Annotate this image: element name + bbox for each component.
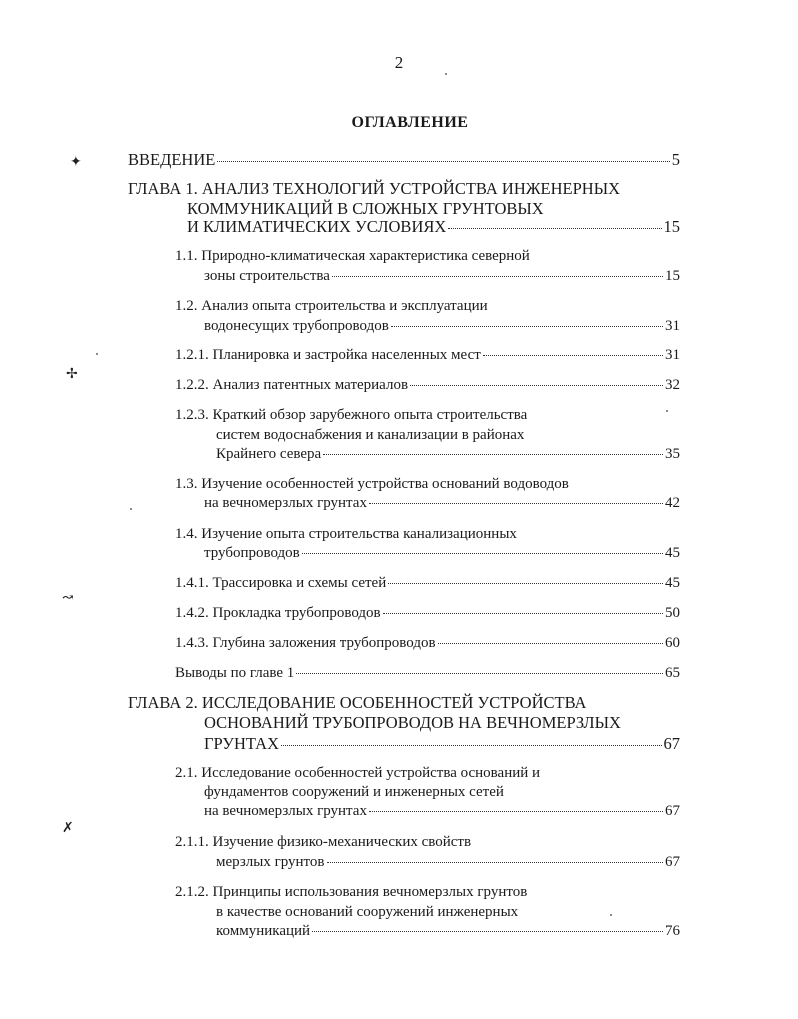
toc-page-number: 65 bbox=[665, 665, 680, 681]
toc-entry-text: ГРУНТАХ bbox=[204, 734, 279, 753]
leader-dots bbox=[332, 276, 663, 277]
leader-dots bbox=[483, 355, 663, 356]
toc-title: ОГЛАВЛЕНИЕ bbox=[351, 114, 469, 131]
leader-dots bbox=[281, 745, 662, 746]
scan-mark-icon: ✢ bbox=[66, 367, 78, 382]
toc-page-number: 76 bbox=[665, 923, 680, 939]
leader-dots bbox=[391, 326, 663, 327]
toc-entry-conclusions-1[interactable] bbox=[175, 664, 680, 683]
toc-entry-1-2-2[interactable] bbox=[175, 376, 680, 395]
toc-entry-text: 1.2.3. Краткий обзор зарубежного опыта строительства bbox=[175, 407, 528, 423]
toc-entry-2-1-line-1[interactable] bbox=[175, 764, 540, 783]
toc-page-number: 45 bbox=[665, 575, 680, 591]
leader-dots bbox=[383, 613, 663, 614]
toc-entry-text: фундаментов сооружений и инженерных сетей bbox=[204, 784, 504, 800]
toc-entry-1-4-2[interactable] bbox=[175, 604, 680, 623]
toc-entry-1-4-3[interactable] bbox=[175, 634, 680, 653]
leader-dots bbox=[217, 161, 669, 162]
toc-page-number: 35 bbox=[665, 446, 680, 462]
toc-entry-1-3-line-2[interactable] bbox=[204, 494, 680, 513]
scan-mark-icon: ✦ bbox=[70, 155, 82, 170]
scan-speck bbox=[610, 914, 612, 916]
toc-entry-2-1-2-line-3[interactable] bbox=[216, 922, 680, 941]
toc-entry-text: Выводы по главе 1 bbox=[175, 665, 295, 681]
toc-entry-text: водонесущих трубопроводов bbox=[204, 318, 389, 334]
toc-entry-text: мерзлых грунтов bbox=[216, 854, 325, 870]
toc-entry-text: в качестве оснований сооружений инженерных bbox=[216, 904, 519, 920]
toc-entry-1-4-line-1[interactable] bbox=[175, 525, 517, 544]
toc-page-number: 60 bbox=[665, 635, 680, 651]
toc-entry-text: 1.4. Изучение опыта строительства канализационных bbox=[175, 526, 517, 542]
toc-entry-text: ГЛАВА 1. АНАЛИЗ ТЕХНОЛОГИЙ УСТРОЙСТВА ИНЖЕНЕРНЫХ bbox=[128, 179, 620, 198]
toc-entry-text: зоны строительства bbox=[204, 268, 330, 284]
leader-dots bbox=[369, 503, 663, 504]
toc-entry-text: 2.1. Исследование особенностей устройства оснований и bbox=[175, 765, 541, 781]
toc-page-number: 31 bbox=[665, 318, 680, 334]
leader-dots bbox=[323, 454, 663, 455]
leader-dots bbox=[302, 553, 663, 554]
leader-dots bbox=[448, 228, 661, 229]
toc-page-number: 15 bbox=[663, 217, 680, 236]
leader-dots bbox=[438, 643, 663, 644]
toc-entry-1-2-line-2[interactable] bbox=[204, 317, 680, 336]
toc-entry-1-2-3-line-3[interactable] bbox=[216, 445, 680, 464]
toc-entry-1-4-1[interactable] bbox=[175, 574, 680, 593]
toc-entry-text: КОММУНИКАЦИЙ В СЛОЖНЫХ ГРУНТОВЫХ bbox=[187, 199, 544, 218]
toc-entry-text: трубопроводов bbox=[204, 545, 300, 561]
toc-entry-chapter-1-line-1[interactable] bbox=[128, 179, 620, 198]
leader-dots bbox=[327, 862, 664, 863]
toc-entry-2-1-line-2[interactable] bbox=[204, 783, 504, 802]
toc-entry-text: на вечномерзлых грунтах bbox=[204, 803, 367, 819]
toc-entry-text: 1.3. Изучение особенностей устройства оснований водоводов bbox=[175, 476, 569, 492]
toc-entry-1-4-line-2[interactable] bbox=[204, 544, 680, 563]
toc-entry-text: Крайнего севера bbox=[216, 446, 322, 462]
leader-dots bbox=[312, 931, 663, 932]
toc-page-number: 31 bbox=[665, 347, 680, 363]
toc-entry-1-2-1[interactable] bbox=[175, 346, 680, 365]
leader-dots bbox=[296, 673, 663, 674]
scan-mark-icon: ✗ bbox=[62, 821, 74, 836]
toc-entry-chapter-1-line-2[interactable] bbox=[187, 199, 544, 218]
toc-page-number: 5 bbox=[671, 150, 680, 169]
toc-entry-text: 1.2.1. Планировка и застройка населенных мест bbox=[175, 347, 481, 363]
toc-entry-text: 1.2.2. Анализ патентных материалов bbox=[175, 377, 409, 393]
toc-entry-1-2-3-line-2[interactable] bbox=[216, 426, 524, 445]
toc-entry-chapter-2-line-1[interactable] bbox=[128, 693, 586, 712]
toc-entry-1-3-line-1[interactable] bbox=[175, 475, 569, 494]
toc-entry-intro[interactable] bbox=[128, 150, 680, 169]
page-number: 2 bbox=[394, 53, 404, 72]
toc-entry-text: 2.1.1. Изучение физико-механических свойств bbox=[175, 834, 472, 850]
toc-page-number: 15 bbox=[665, 268, 680, 284]
toc-entry-text: ОСНОВАНИЙ ТРУБОПРОВОДОВ НА ВЕЧНОМЕРЗЛЫХ bbox=[204, 713, 621, 732]
toc-entry-text: ГЛАВА 2. ИССЛЕДОВАНИЕ ОСОБЕННОСТЕЙ УСТРОЙСТВА bbox=[128, 693, 587, 712]
toc-entry-2-1-line-3[interactable] bbox=[204, 802, 680, 821]
leader-dots bbox=[369, 811, 663, 812]
toc-page-number: 42 bbox=[665, 495, 680, 511]
toc-page-number: 67 bbox=[663, 734, 680, 753]
toc-entry-text: И КЛИМАТИЧЕСКИХ УСЛОВИЯХ bbox=[187, 217, 447, 236]
leader-dots bbox=[388, 583, 663, 584]
toc-page-number: 45 bbox=[665, 545, 680, 561]
toc-entry-2-1-2-line-1[interactable] bbox=[175, 883, 527, 902]
leader-dots bbox=[410, 385, 663, 386]
toc-entry-2-1-2-line-2[interactable] bbox=[216, 903, 518, 922]
toc-entry-text: на вечномерзлых грунтах bbox=[204, 495, 367, 511]
toc-entry-chapter-2-line-3[interactable] bbox=[204, 734, 680, 753]
toc-entry-text: коммуникаций bbox=[216, 923, 311, 939]
scan-speck bbox=[445, 73, 447, 75]
scan-speck bbox=[666, 410, 668, 412]
scan-mark-icon: ↝ bbox=[62, 591, 74, 606]
toc-page-number: 67 bbox=[665, 854, 680, 870]
toc-entry-2-1-1-line-2[interactable] bbox=[216, 853, 680, 872]
toc-entry-1-2-3-line-1[interactable] bbox=[175, 406, 527, 425]
toc-entry-text: ВВЕДЕНИЕ bbox=[128, 150, 216, 169]
toc-page-number: 67 bbox=[665, 803, 680, 819]
toc-entry-1-1-line-2[interactable] bbox=[204, 267, 680, 286]
toc-entry-text: 1.4.1. Трассировка и схемы сетей bbox=[175, 575, 387, 591]
toc-entry-1-2-line-1[interactable] bbox=[175, 297, 488, 316]
toc-entry-text: систем водоснабжения и канализации в районах bbox=[216, 427, 525, 443]
toc-entry-2-1-1-line-1[interactable] bbox=[175, 833, 471, 852]
toc-entry-text: 2.1.2. Принципы использования вечномерзлых грунтов bbox=[175, 884, 528, 900]
scan-speck bbox=[130, 508, 132, 510]
toc-entry-chapter-1-line-3[interactable] bbox=[187, 217, 680, 236]
toc-entry-text: 1.1. Природно-климатическая характеристика северной bbox=[175, 248, 530, 264]
toc-entry-chapter-2-line-2[interactable] bbox=[204, 713, 621, 732]
toc-page-number: 50 bbox=[665, 605, 680, 621]
toc-page-number: 32 bbox=[665, 377, 680, 393]
toc-entry-text: 1.4.3. Глубина заложения трубопроводов bbox=[175, 635, 436, 651]
toc-entry-text: 1.2. Анализ опыта строительства и эксплуатации bbox=[175, 298, 488, 314]
toc-entry-text: 1.4.2. Прокладка трубопроводов bbox=[175, 605, 381, 621]
toc-entry-1-1-line-1[interactable] bbox=[175, 247, 530, 266]
scan-speck bbox=[96, 353, 98, 355]
